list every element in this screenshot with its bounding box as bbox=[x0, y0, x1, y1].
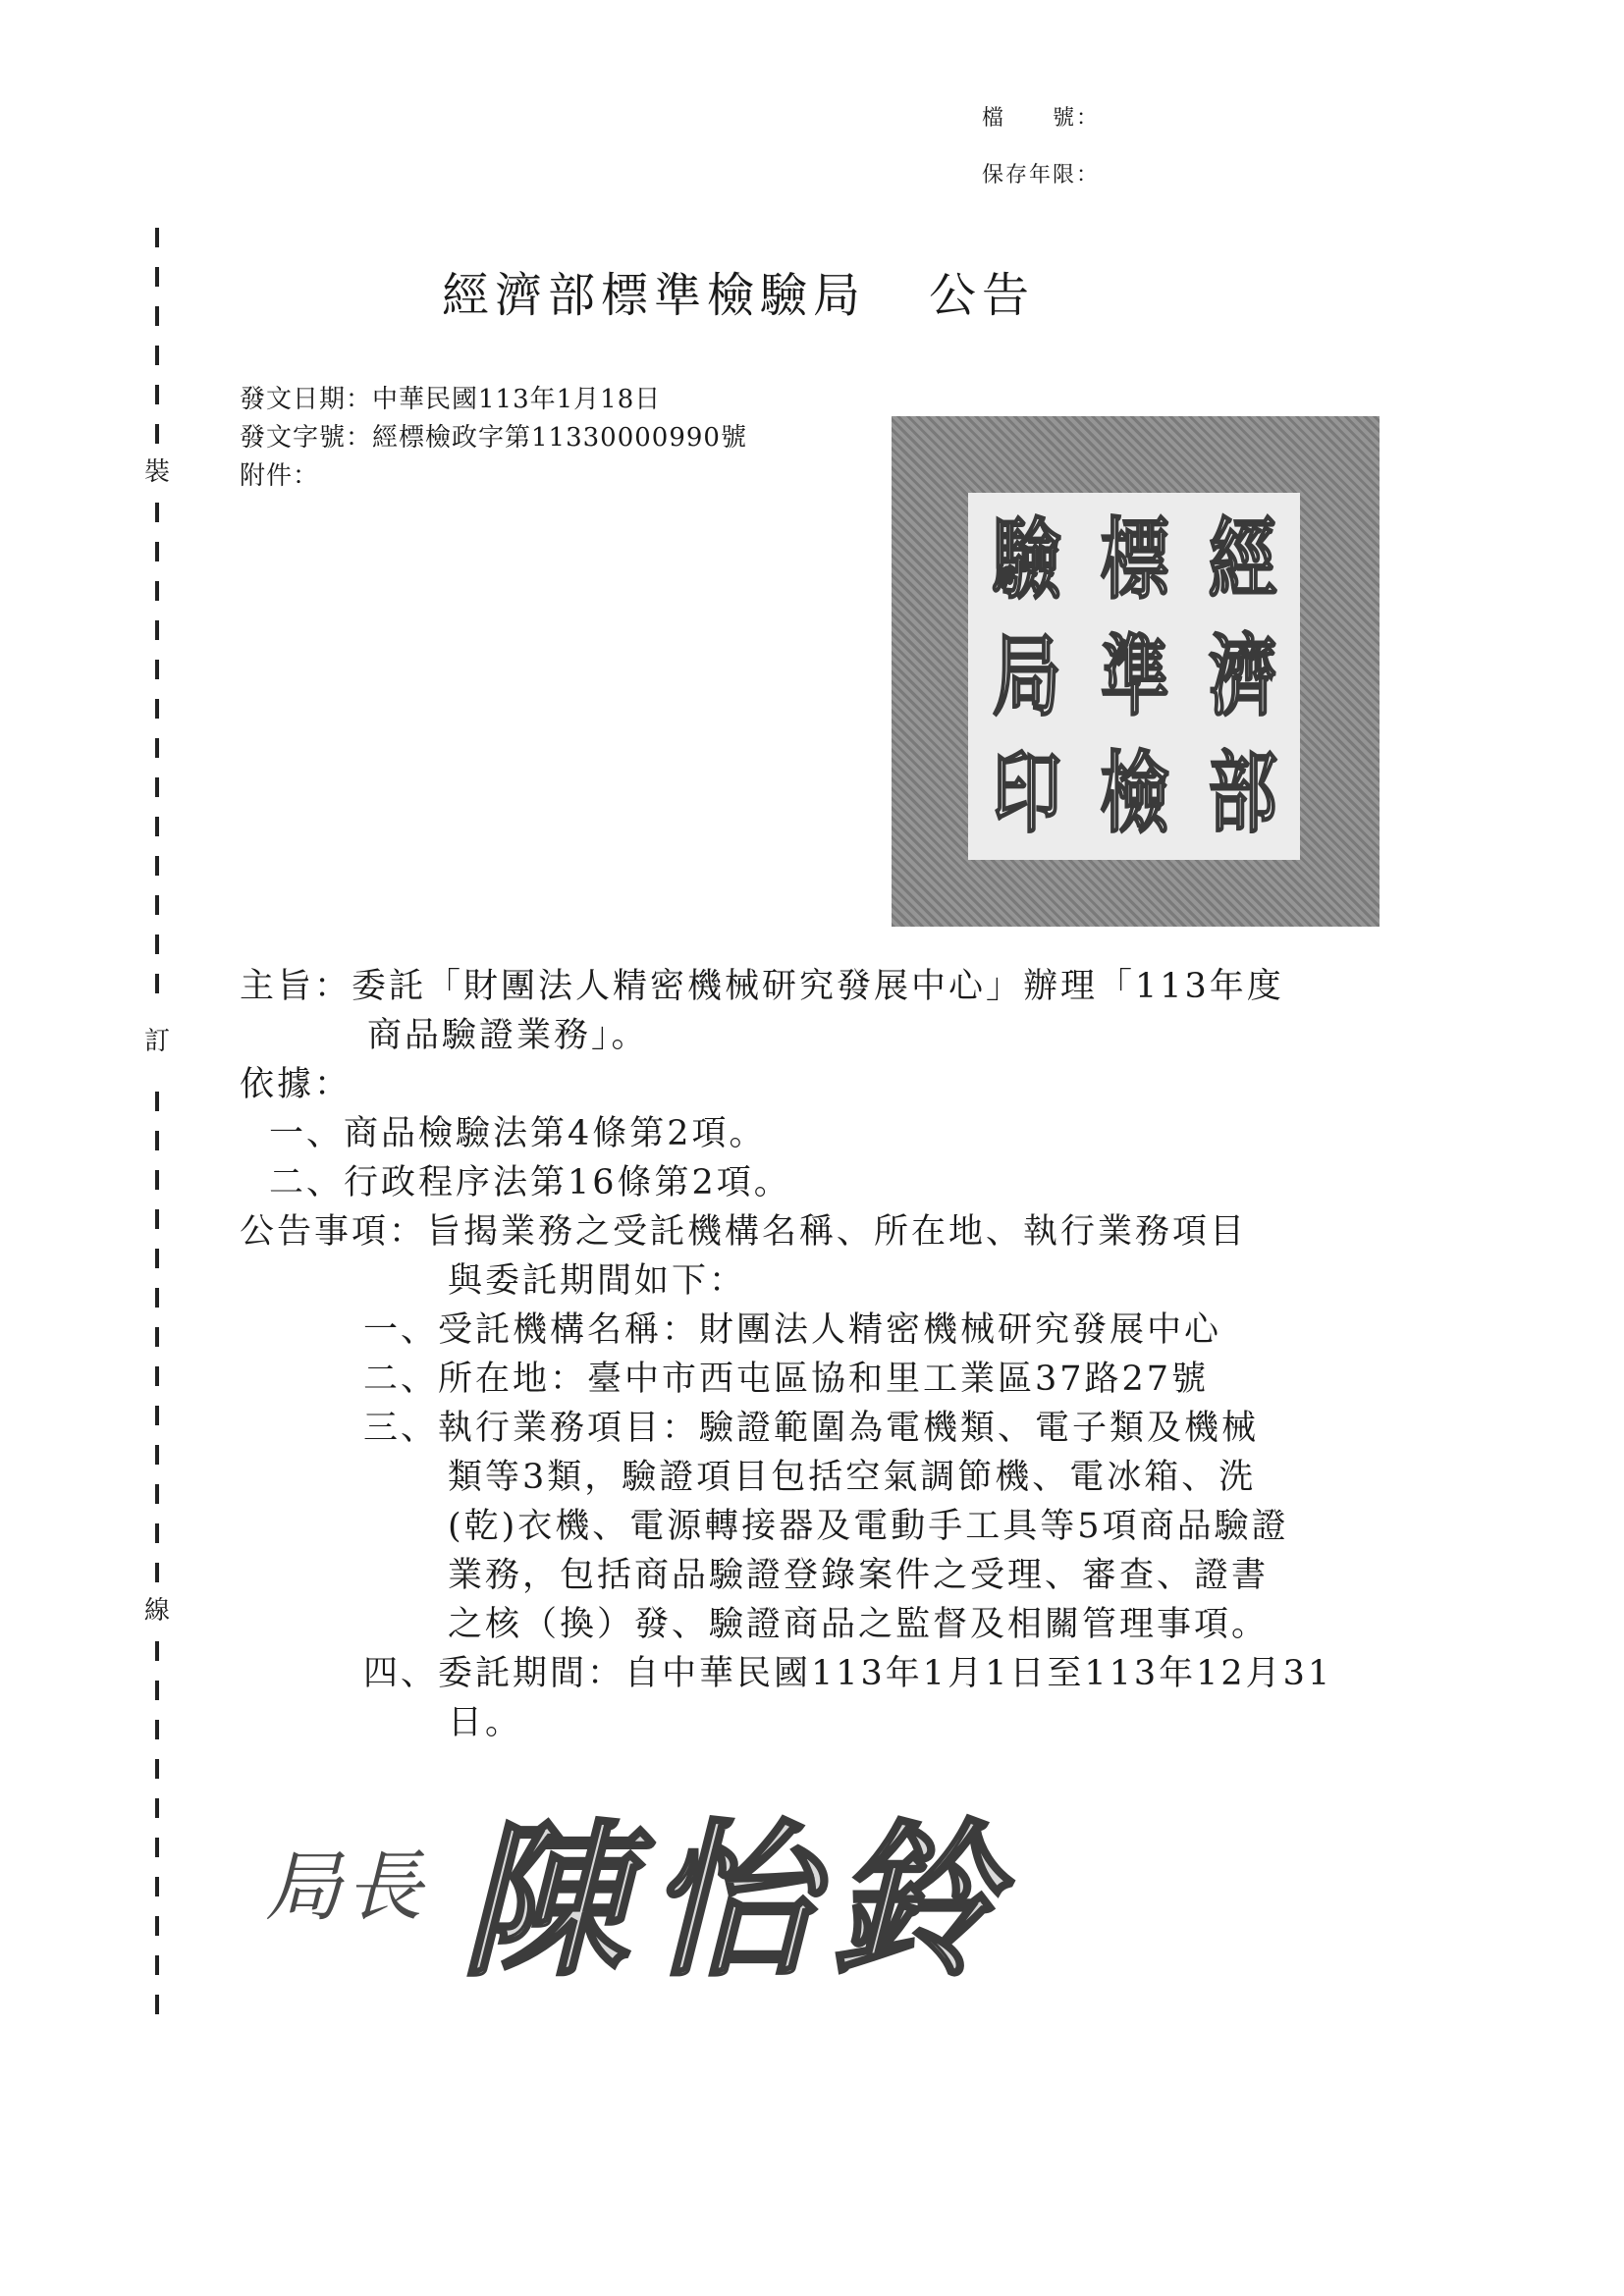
issue-date: 發文日期：中華民國113年1月18日 bbox=[240, 385, 662, 414]
binding-mark: 裝 bbox=[143, 457, 170, 487]
binding-dash bbox=[155, 1877, 159, 1896]
document-number: 發文字號：經標檢政字第11330000990號 bbox=[240, 423, 747, 453]
retention-label: 保存年限： bbox=[982, 163, 1101, 187]
binding-dash bbox=[155, 1641, 159, 1661]
binding-dash bbox=[155, 1170, 159, 1190]
subject-line: 商品驗證業務」。 bbox=[367, 1016, 649, 1055]
binding-dash bbox=[155, 542, 159, 561]
binding-dash bbox=[155, 1681, 159, 1700]
seal-character: 印 bbox=[992, 741, 1061, 846]
agency-name: 經濟部標準檢驗局 bbox=[442, 268, 867, 323]
seal-column bbox=[1209, 501, 1276, 852]
notice-item: 類等3類，驗證項目包括空氣調節機、電冰箱、洗 bbox=[448, 1458, 1257, 1497]
binding-dash bbox=[155, 699, 159, 719]
retention-row bbox=[982, 147, 1237, 204]
seal-column bbox=[1101, 501, 1168, 852]
notice-item: 三、執行業務項目：驗證範圍為電機類、電子類及機械 bbox=[363, 1409, 1260, 1448]
binding-dash bbox=[155, 1838, 159, 1857]
seal-character: 經 bbox=[1208, 507, 1277, 612]
binding-dash bbox=[155, 1366, 159, 1386]
seal-character: 部 bbox=[1208, 741, 1277, 846]
binding-dash bbox=[155, 1955, 159, 1975]
binding-dash bbox=[155, 1249, 159, 1268]
binding-dash bbox=[155, 738, 159, 758]
official-seal bbox=[892, 416, 1380, 927]
basis-item: 一、商品檢驗法第4條第2項。 bbox=[269, 1114, 767, 1153]
binding-dash bbox=[155, 620, 159, 640]
notice-item: 日。 bbox=[448, 1703, 523, 1742]
seal-character: 局 bbox=[992, 623, 1061, 728]
document-type: 公告 bbox=[929, 268, 1036, 323]
binding-line bbox=[137, 228, 177, 2024]
seal-character: 驗 bbox=[992, 507, 1061, 612]
subject-line: 主旨：委託「財團法人精密機械研究發展中心」辦理「113年度 bbox=[240, 967, 1284, 1006]
binding-dash bbox=[155, 228, 159, 247]
basis-label: 依據： bbox=[240, 1065, 352, 1104]
binding-dash bbox=[155, 306, 159, 326]
binding-mark: 訂 bbox=[143, 1027, 170, 1056]
binding-dash bbox=[155, 346, 159, 365]
seal-character: 濟 bbox=[1208, 623, 1277, 728]
binding-dash bbox=[155, 1759, 159, 1779]
notice-item: (乾)衣機、電源轉接器及電動手工具等5項商品驗證 bbox=[448, 1507, 1289, 1546]
binding-dash bbox=[155, 660, 159, 679]
notice-item: 一、受託機構名稱：財團法人精密機械研究發展中心 bbox=[363, 1310, 1222, 1350]
seal-inscription bbox=[968, 493, 1300, 860]
binding-mark: 線 bbox=[143, 1596, 170, 1626]
binding-dash bbox=[155, 974, 159, 993]
binding-dash bbox=[155, 856, 159, 876]
binding-dash bbox=[155, 424, 159, 444]
seal-character: 準 bbox=[1100, 623, 1169, 728]
notice-items-heading: 公告事項：旨揭業務之受託機構名稱、所在地、執行業務項目 bbox=[240, 1212, 1248, 1252]
file-info bbox=[982, 90, 1237, 204]
notice-items-heading: 與委託期間如下： bbox=[448, 1261, 747, 1301]
binding-dash bbox=[155, 1484, 159, 1504]
signatory-title: 局長 bbox=[265, 1843, 427, 1932]
binding-dash bbox=[155, 1092, 159, 1111]
notice-item: 四、委託期間：自中華民國113年1月1日至113年12月31 bbox=[363, 1654, 1333, 1693]
binding-dash bbox=[155, 777, 159, 797]
binding-dash bbox=[155, 1406, 159, 1425]
binding-dash bbox=[155, 1798, 159, 1818]
binding-dash bbox=[155, 1327, 159, 1347]
binding-dash bbox=[155, 934, 159, 954]
binding-dash bbox=[155, 1131, 159, 1150]
binding-dash bbox=[155, 385, 159, 404]
notice-item: 之核（換）發、驗證商品之監督及相關管理事項。 bbox=[448, 1605, 1270, 1644]
binding-dash bbox=[155, 1720, 159, 1739]
basis-item: 二、行政程序法第16條第2項。 bbox=[269, 1163, 791, 1202]
notice-item: 業務，包括商品驗證登錄案件之受理、審查、證書 bbox=[448, 1556, 1270, 1595]
seal-character: 檢 bbox=[1100, 741, 1169, 846]
document-meta bbox=[240, 381, 747, 496]
page-title bbox=[442, 257, 1188, 325]
binding-dash bbox=[155, 895, 159, 915]
binding-dash bbox=[155, 503, 159, 522]
seal-character: 標 bbox=[1100, 507, 1169, 612]
binding-dash bbox=[155, 1209, 159, 1229]
binding-dash bbox=[155, 1523, 159, 1543]
seal-column bbox=[993, 501, 1060, 852]
binding-dash bbox=[155, 1563, 159, 1582]
binding-dash bbox=[155, 267, 159, 287]
binding-dash bbox=[155, 1995, 159, 2014]
signatory-name: 陳怡鈴 bbox=[461, 1803, 1016, 2000]
attachment-label: 附件： bbox=[240, 461, 320, 491]
binding-dash bbox=[155, 581, 159, 601]
file-number-row bbox=[982, 90, 1237, 147]
signature bbox=[265, 1757, 1149, 2000]
file-number-label: 檔 號： bbox=[982, 106, 1101, 131]
binding-dash bbox=[155, 1916, 159, 1936]
notice-item: 二、所在地：臺中市西屯區協和里工業區37路27號 bbox=[363, 1360, 1210, 1399]
binding-dash bbox=[155, 1288, 159, 1308]
binding-dash bbox=[155, 817, 159, 836]
binding-dash bbox=[155, 1445, 159, 1465]
